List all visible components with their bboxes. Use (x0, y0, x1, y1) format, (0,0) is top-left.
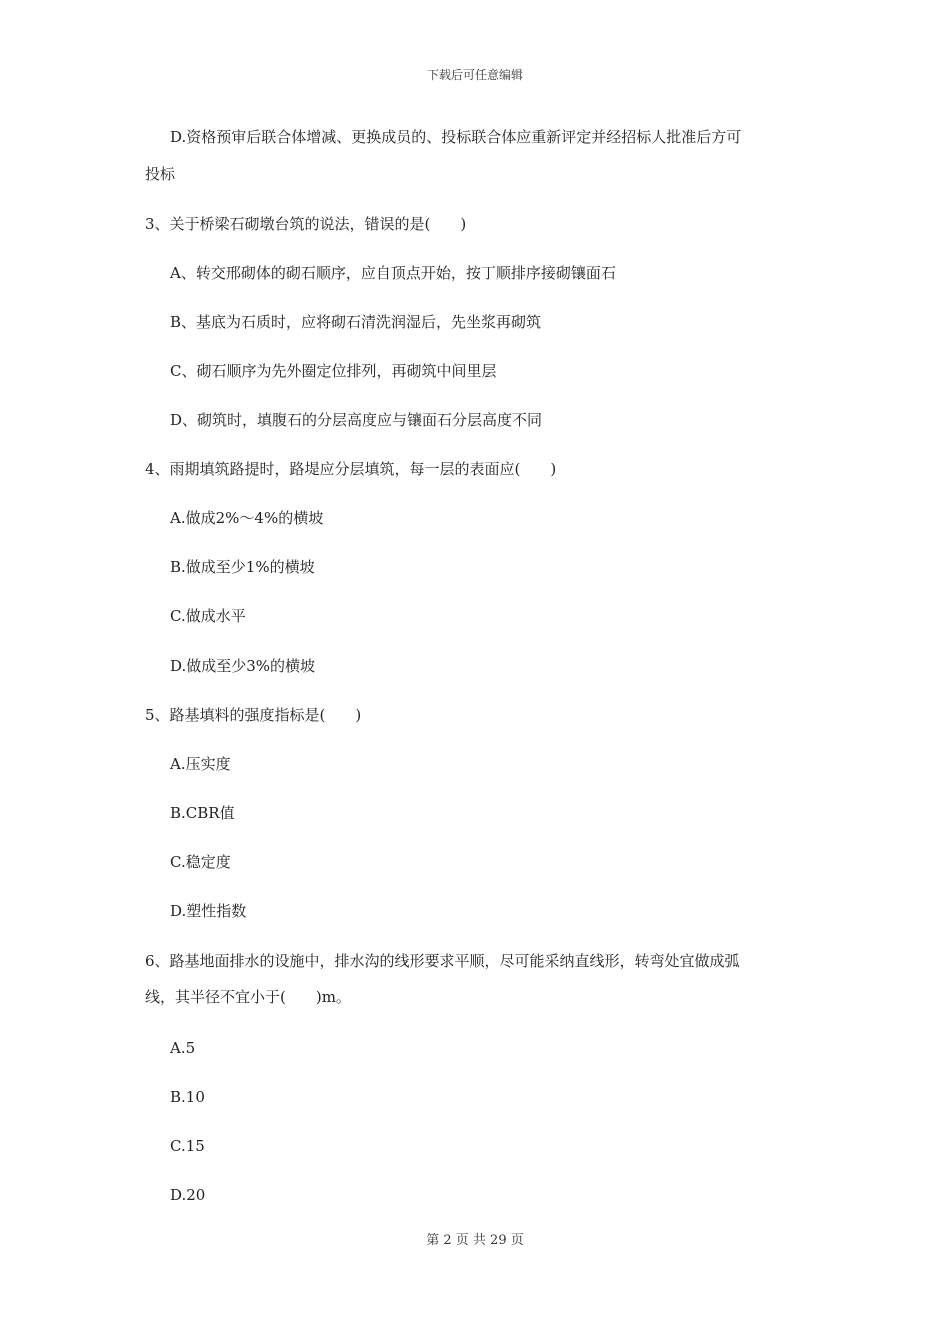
question-5-option-d: D.塑性指数 (170, 902, 247, 920)
question-3-option-a: A、转交邢砌体的砌石顺序，应自顶点开始，按丁顺排序接砌镶面石 (170, 264, 616, 282)
question-3-stem: 3、关于桥梁石砌墩台筑的说法，错误的是( ) (145, 215, 467, 233)
question-6-stem-line2: 线，其半径不宜小于( )m。 (145, 988, 351, 1006)
question-3-option-c: C、砌石顺序为先外圈定位排列，再砌筑中间里层 (170, 362, 497, 380)
question-5-stem: 5、路基填料的强度指标是( ) (145, 706, 362, 724)
page-header: 下载后可任意编辑 (426, 68, 523, 82)
question-5-option-c: C.稳定度 (170, 853, 231, 871)
question-4-option-a: A.做成2%～4%的横坡 (170, 509, 324, 527)
question-5-option-b: B.CBR值 (170, 804, 235, 822)
question-6-option-a: A.5 (170, 1039, 196, 1057)
question-3-option-b: B、基底为石质时，应将砌石清洗润湿后，先坐浆再砌筑 (170, 313, 542, 331)
question-4-option-d: D.做成至少3%的横坡 (170, 657, 316, 675)
question-6-option-b: B.10 (170, 1088, 205, 1106)
question-6-stem-line1: 6、路基地面排水的设施中，排水沟的线形要求平顺，尽可能采纳直线形，转弯处宜做成弧 (145, 952, 740, 970)
question-6-option-d: D.20 (170, 1186, 206, 1204)
question-5-option-a: A.压实度 (170, 755, 231, 773)
question-4-option-c: C.做成水平 (170, 607, 246, 625)
question-3-option-d: D、砌筑时，填腹石的分层高度应与镶面石分层高度不同 (170, 411, 543, 429)
page-footer: 第 2 页 共 29 页 (426, 1233, 524, 1248)
question-4-stem: 4、雨期填筑路提时，路堤应分层填筑，每一层的表面应( ) (145, 460, 557, 478)
question-6-option-c: C.15 (170, 1137, 205, 1155)
prev-option-d-line2: 投标 (145, 165, 176, 183)
prev-option-d-line1: D.资格预审后联合体增减、更换成员的、投标联合体应重新评定并经招标人批准后方可 (170, 128, 742, 146)
question-4-option-b: B.做成至少1%的横坡 (170, 558, 315, 576)
